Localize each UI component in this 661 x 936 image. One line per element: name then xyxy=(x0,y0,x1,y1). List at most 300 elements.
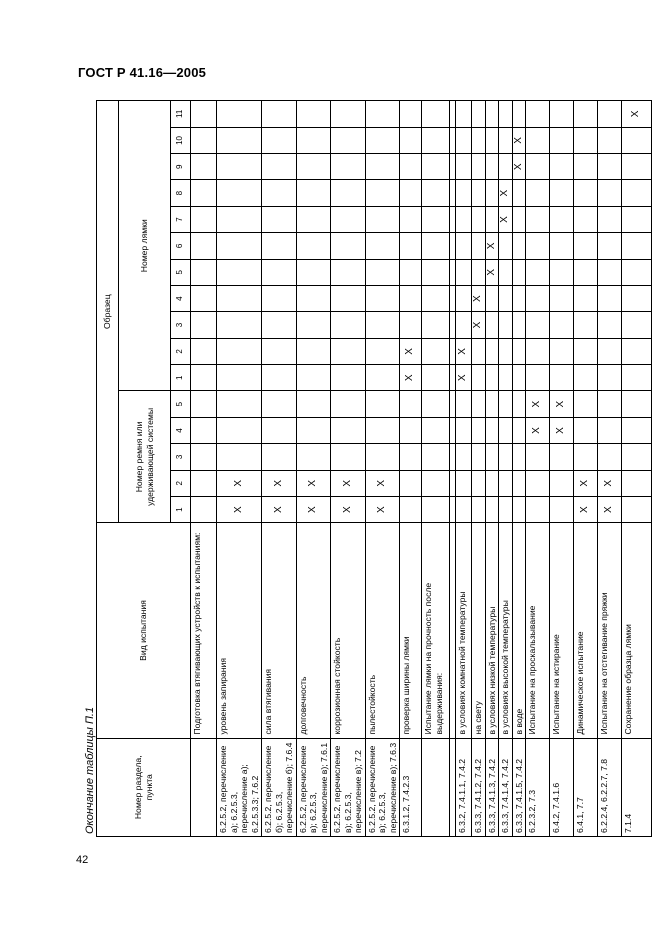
mark-cell xyxy=(550,127,574,153)
mark-cell xyxy=(422,206,450,232)
mark-cell xyxy=(365,101,400,128)
mark-cell xyxy=(598,365,622,391)
mark-x: X xyxy=(598,497,622,523)
section-cell: 6.2.5.2, перечисление в); 6.2.5.3, перечисление в); 7.6.1 xyxy=(296,738,331,836)
mark-cell xyxy=(472,365,486,391)
mark-cell xyxy=(574,338,598,364)
mark-cell xyxy=(365,286,400,312)
mark-cell xyxy=(499,444,513,470)
mark-x: X xyxy=(456,365,472,391)
mark-cell xyxy=(365,206,400,232)
mark-cell xyxy=(456,497,472,523)
strap-number-4: 4 xyxy=(171,286,191,312)
section-cell: 6.2.2.4, 6.2.2.7, 7.8 xyxy=(598,738,622,836)
mark-cell xyxy=(331,233,366,259)
section-cell: 6.4.2, 7.4.1.6 xyxy=(550,738,574,836)
mark-cell xyxy=(499,391,513,417)
test-type-cell: пылестойкость xyxy=(365,523,400,738)
section-cell: 6.3.3, 7.4.1.3, 7.4.2 xyxy=(485,738,499,836)
mark-cell xyxy=(485,206,499,232)
mark-cell xyxy=(217,154,262,180)
section-cell: 6.3.3, 7.4.1.5, 7.4.2 xyxy=(512,738,526,836)
mark-cell xyxy=(191,206,217,232)
mark-x: X xyxy=(217,497,262,523)
section-cell: 6.3.3, 7.4.1.4, 7.4.2 xyxy=(499,738,513,836)
mark-cell xyxy=(526,154,550,180)
table-row xyxy=(456,101,472,837)
mark-x: X xyxy=(526,417,550,443)
strap-number-11: 11 xyxy=(171,101,191,128)
mark-cell xyxy=(456,180,472,206)
strap-number-2: 2 xyxy=(171,338,191,364)
mark-cell xyxy=(422,233,450,259)
table-caption: Окончание таблицы П.1 xyxy=(84,706,96,834)
mark-x: X xyxy=(262,470,297,496)
test-type-cell: коррозионная стойкость xyxy=(331,523,366,738)
mark-cell xyxy=(472,338,486,364)
mark-cell xyxy=(331,391,366,417)
mark-cell xyxy=(456,101,472,128)
mark-cell xyxy=(512,497,526,523)
mark-cell xyxy=(472,497,486,523)
mark-cell xyxy=(191,180,217,206)
mark-cell xyxy=(296,365,331,391)
mark-x: X xyxy=(574,470,598,496)
strap-group-header: Номер лямки xyxy=(119,101,171,392)
table-row xyxy=(485,101,499,837)
mark-cell xyxy=(574,180,598,206)
mark-cell xyxy=(622,233,652,259)
mark-x: X xyxy=(512,127,526,153)
mark-cell xyxy=(526,286,550,312)
mark-cell xyxy=(365,259,400,285)
mark-cell xyxy=(499,497,513,523)
mark-cell xyxy=(331,259,366,285)
mark-cell xyxy=(262,259,297,285)
mark-cell xyxy=(598,286,622,312)
mark-cell xyxy=(622,497,652,523)
mark-cell xyxy=(622,312,652,338)
mark-cell xyxy=(262,365,297,391)
mark-cell xyxy=(456,233,472,259)
mark-cell xyxy=(622,444,652,470)
mark-cell xyxy=(217,206,262,232)
table-row xyxy=(598,101,622,837)
mark-x: X xyxy=(296,470,331,496)
mark-cell xyxy=(485,417,499,443)
mark-x: X xyxy=(574,497,598,523)
test-type-cell: в условиях высокой температуры xyxy=(499,523,513,738)
mark-x: X xyxy=(400,365,422,391)
mark-cell xyxy=(472,206,486,232)
mark-cell xyxy=(422,417,450,443)
mark-cell xyxy=(191,365,217,391)
mark-cell xyxy=(526,497,550,523)
mark-cell xyxy=(512,391,526,417)
mark-cell xyxy=(598,180,622,206)
mark-cell xyxy=(191,470,217,496)
page-number: 42 xyxy=(76,854,89,866)
mark-cell xyxy=(485,365,499,391)
mark-cell xyxy=(296,259,331,285)
mark-cell xyxy=(499,233,513,259)
mark-cell xyxy=(512,180,526,206)
mark-cell xyxy=(422,180,450,206)
mark-x: X xyxy=(526,391,550,417)
mark-cell xyxy=(598,233,622,259)
mark-cell xyxy=(262,286,297,312)
mark-cell xyxy=(217,101,262,128)
mark-cell xyxy=(191,444,217,470)
mark-cell xyxy=(512,444,526,470)
mark-cell xyxy=(456,259,472,285)
mark-cell xyxy=(422,338,450,364)
mark-cell xyxy=(331,417,366,443)
mark-cell xyxy=(296,101,331,128)
test-type-cell: Испытание на отстегивание пряжки xyxy=(598,523,622,738)
mark-cell xyxy=(526,101,550,128)
mark-cell xyxy=(191,497,217,523)
mark-cell xyxy=(296,391,331,417)
mark-cell xyxy=(400,417,422,443)
mark-cell xyxy=(400,206,422,232)
test-type-cell: Подготовка втягивающих устройств к испытаниям: xyxy=(191,523,217,738)
mark-cell xyxy=(472,180,486,206)
mark-cell xyxy=(331,101,366,128)
strap-number-7: 7 xyxy=(171,206,191,232)
mark-cell xyxy=(365,391,400,417)
mark-cell xyxy=(598,154,622,180)
mark-cell xyxy=(574,417,598,443)
mark-cell xyxy=(598,259,622,285)
mark-cell xyxy=(485,470,499,496)
mark-cell xyxy=(574,312,598,338)
belt-group-header: Номер ремня или удерживающей системы xyxy=(119,391,171,523)
mark-cell xyxy=(598,444,622,470)
mark-x: X xyxy=(485,233,499,259)
belt-number-3: 3 xyxy=(171,444,191,470)
mark-cell xyxy=(622,338,652,364)
mark-cell xyxy=(296,312,331,338)
table-row xyxy=(331,101,366,837)
mark-cell xyxy=(472,259,486,285)
test-type-cell: Динамическое испытание xyxy=(574,523,598,738)
mark-cell xyxy=(262,338,297,364)
mark-cell xyxy=(499,259,513,285)
mark-x: X xyxy=(400,338,422,364)
mark-x: X xyxy=(499,206,513,232)
mark-x: X xyxy=(262,497,297,523)
table-row xyxy=(262,101,297,837)
mark-x: X xyxy=(331,470,366,496)
mark-cell xyxy=(512,338,526,364)
mark-cell xyxy=(472,444,486,470)
mark-cell xyxy=(262,444,297,470)
mark-cell xyxy=(217,391,262,417)
mark-cell xyxy=(400,233,422,259)
mark-cell xyxy=(622,391,652,417)
section-cell: 6.3.3, 7.4.1.2, 7.4.2 xyxy=(472,738,486,836)
mark-cell xyxy=(512,233,526,259)
test-type-cell: в воде xyxy=(512,523,526,738)
mark-cell xyxy=(574,365,598,391)
mark-cell xyxy=(512,417,526,443)
mark-cell xyxy=(456,470,472,496)
mark-cell xyxy=(296,154,331,180)
mark-cell xyxy=(485,286,499,312)
section-cell xyxy=(191,738,217,836)
mark-cell xyxy=(526,444,550,470)
mark-cell xyxy=(485,312,499,338)
mark-cell xyxy=(485,180,499,206)
mark-cell xyxy=(485,497,499,523)
mark-cell xyxy=(472,127,486,153)
mark-cell xyxy=(422,497,450,523)
table-row xyxy=(217,101,262,837)
mark-cell xyxy=(550,365,574,391)
mark-x: X xyxy=(499,180,513,206)
mark-cell xyxy=(331,312,366,338)
mark-cell xyxy=(526,180,550,206)
mark-cell xyxy=(331,154,366,180)
mark-cell xyxy=(574,127,598,153)
mark-cell xyxy=(422,391,450,417)
mark-cell xyxy=(400,101,422,128)
mark-cell xyxy=(598,127,622,153)
mark-cell xyxy=(574,233,598,259)
table-row xyxy=(550,101,574,837)
mark-cell xyxy=(472,154,486,180)
mark-cell xyxy=(550,470,574,496)
mark-cell xyxy=(526,365,550,391)
mark-cell xyxy=(365,312,400,338)
mark-cell xyxy=(456,286,472,312)
mark-cell xyxy=(365,127,400,153)
mark-cell xyxy=(512,206,526,232)
mark-cell xyxy=(598,391,622,417)
table-row xyxy=(526,101,550,837)
section-cell: 6.2.5.2, перечисление в); 6.2.5.3, перечисление в); 7.2 xyxy=(331,738,366,836)
mark-cell xyxy=(365,233,400,259)
mark-cell xyxy=(365,180,400,206)
mark-x: X xyxy=(598,470,622,496)
mark-cell xyxy=(526,127,550,153)
mark-cell xyxy=(296,338,331,364)
mark-cell xyxy=(512,470,526,496)
test-type-cell: в условиях комнатной температуры xyxy=(456,523,472,738)
mark-cell xyxy=(456,444,472,470)
mark-cell xyxy=(622,206,652,232)
section-cell: 6.2.5.2, перечисление б); 6.2.5.3, перечисление б); 7.6.4 xyxy=(262,738,297,836)
mark-x: X xyxy=(365,470,400,496)
mark-cell xyxy=(456,127,472,153)
strap-number-9: 9 xyxy=(171,154,191,180)
mark-cell xyxy=(400,391,422,417)
mark-cell xyxy=(422,312,450,338)
mark-cell xyxy=(262,206,297,232)
rotated-table-wrapper xyxy=(96,100,642,837)
mark-cell xyxy=(512,101,526,128)
sample-header: Образец xyxy=(97,101,119,523)
mark-cell xyxy=(217,233,262,259)
mark-cell xyxy=(217,338,262,364)
test-type-cell: уровень запирания xyxy=(217,523,262,738)
mark-cell xyxy=(422,470,450,496)
mark-cell xyxy=(400,286,422,312)
section-cell: 6.2.5.2, перечисление а); 6.2.5.3, перечисление а); 6.2.5.3.3; 7.6.2 xyxy=(217,738,262,836)
mark-cell xyxy=(550,312,574,338)
mark-cell xyxy=(622,417,652,443)
mark-cell xyxy=(456,312,472,338)
mark-cell xyxy=(331,365,366,391)
mark-cell xyxy=(400,180,422,206)
mark-x: X xyxy=(472,312,486,338)
mark-cell xyxy=(550,286,574,312)
mark-cell xyxy=(331,338,366,364)
section-cell: 7.1.4 xyxy=(622,738,652,836)
mark-cell xyxy=(512,259,526,285)
table-row xyxy=(365,101,400,837)
mark-cell xyxy=(456,391,472,417)
mark-cell xyxy=(191,338,217,364)
mark-cell xyxy=(217,444,262,470)
mark-cell xyxy=(598,312,622,338)
belt-number-5: 5 xyxy=(171,391,191,417)
mark-cell xyxy=(262,180,297,206)
mark-x: X xyxy=(217,470,262,496)
mark-x: X xyxy=(472,286,486,312)
mark-cell xyxy=(622,470,652,496)
mark-cell xyxy=(472,417,486,443)
strap-number-6: 6 xyxy=(171,233,191,259)
mark-cell xyxy=(262,417,297,443)
mark-cell xyxy=(526,470,550,496)
mark-cell xyxy=(622,180,652,206)
mark-cell xyxy=(499,101,513,128)
mark-cell xyxy=(191,233,217,259)
mark-x: X xyxy=(331,497,366,523)
mark-cell xyxy=(472,470,486,496)
mark-cell xyxy=(422,365,450,391)
mark-cell xyxy=(296,127,331,153)
mark-cell xyxy=(422,444,450,470)
mark-cell xyxy=(499,154,513,180)
mark-cell xyxy=(622,259,652,285)
mark-cell xyxy=(499,417,513,443)
mark-cell xyxy=(262,312,297,338)
section-cell xyxy=(422,738,450,836)
mark-cell xyxy=(550,180,574,206)
mark-cell xyxy=(191,391,217,417)
mark-cell xyxy=(191,312,217,338)
mark-cell xyxy=(422,127,450,153)
section-cell: 6.3.1.2, 7.4.2.3 xyxy=(400,738,422,836)
section-header: Номер раздела, пункта xyxy=(97,738,191,836)
test-type-cell: сила втягивания xyxy=(262,523,297,738)
table-row xyxy=(622,101,652,837)
strap-number-5: 5 xyxy=(171,259,191,285)
mark-x: X xyxy=(550,391,574,417)
mark-cell xyxy=(472,391,486,417)
mark-cell xyxy=(598,206,622,232)
mark-cell xyxy=(191,286,217,312)
mark-cell xyxy=(622,365,652,391)
mark-cell xyxy=(499,365,513,391)
mark-cell xyxy=(191,101,217,128)
mark-cell xyxy=(598,417,622,443)
mark-x: X xyxy=(296,497,331,523)
mark-cell xyxy=(485,391,499,417)
mark-cell xyxy=(512,286,526,312)
mark-cell xyxy=(485,154,499,180)
mark-cell xyxy=(331,180,366,206)
mark-cell xyxy=(365,417,400,443)
strap-number-1: 1 xyxy=(171,365,191,391)
mark-cell xyxy=(217,259,262,285)
mark-cell xyxy=(622,127,652,153)
mark-x: X xyxy=(456,338,472,364)
mark-cell xyxy=(262,233,297,259)
test-type-cell: Сохранение образца лямки xyxy=(622,523,652,738)
mark-cell xyxy=(365,338,400,364)
mark-cell xyxy=(526,206,550,232)
section-cell: 6.3.2, 7.4.1.1, 7.4.2 xyxy=(456,738,472,836)
mark-cell xyxy=(217,312,262,338)
mark-cell xyxy=(499,338,513,364)
mark-cell xyxy=(485,444,499,470)
mark-cell xyxy=(574,444,598,470)
table-row xyxy=(574,101,598,837)
test-type-cell: Испытание лямки на прочность после выдерживания: xyxy=(422,523,450,738)
mark-cell xyxy=(262,127,297,153)
mark-cell xyxy=(262,154,297,180)
mark-cell xyxy=(217,286,262,312)
table-row xyxy=(296,101,331,837)
table-row xyxy=(400,101,422,837)
mark-cell xyxy=(574,101,598,128)
test-type-cell: на свету xyxy=(472,523,486,738)
mark-cell xyxy=(456,417,472,443)
mark-cell xyxy=(485,338,499,364)
mark-cell xyxy=(499,470,513,496)
mark-cell xyxy=(191,417,217,443)
mark-x: X xyxy=(485,259,499,285)
mark-cell xyxy=(499,127,513,153)
mark-cell xyxy=(400,444,422,470)
mark-cell xyxy=(472,233,486,259)
mark-cell xyxy=(526,259,550,285)
mark-cell xyxy=(331,206,366,232)
mark-cell xyxy=(331,286,366,312)
mark-cell xyxy=(217,417,262,443)
mark-cell xyxy=(598,338,622,364)
mark-cell xyxy=(217,365,262,391)
mark-cell xyxy=(400,470,422,496)
test-type-cell: долговечность xyxy=(296,523,331,738)
mark-cell xyxy=(296,286,331,312)
mark-cell xyxy=(456,154,472,180)
mark-x: X xyxy=(622,101,652,128)
mark-cell xyxy=(296,206,331,232)
mark-cell xyxy=(217,127,262,153)
strap-number-3: 3 xyxy=(171,312,191,338)
mark-cell xyxy=(422,101,450,128)
mark-cell xyxy=(365,365,400,391)
mark-cell xyxy=(574,154,598,180)
mark-cell xyxy=(422,154,450,180)
mark-cell xyxy=(422,259,450,285)
belt-number-4: 4 xyxy=(171,417,191,443)
